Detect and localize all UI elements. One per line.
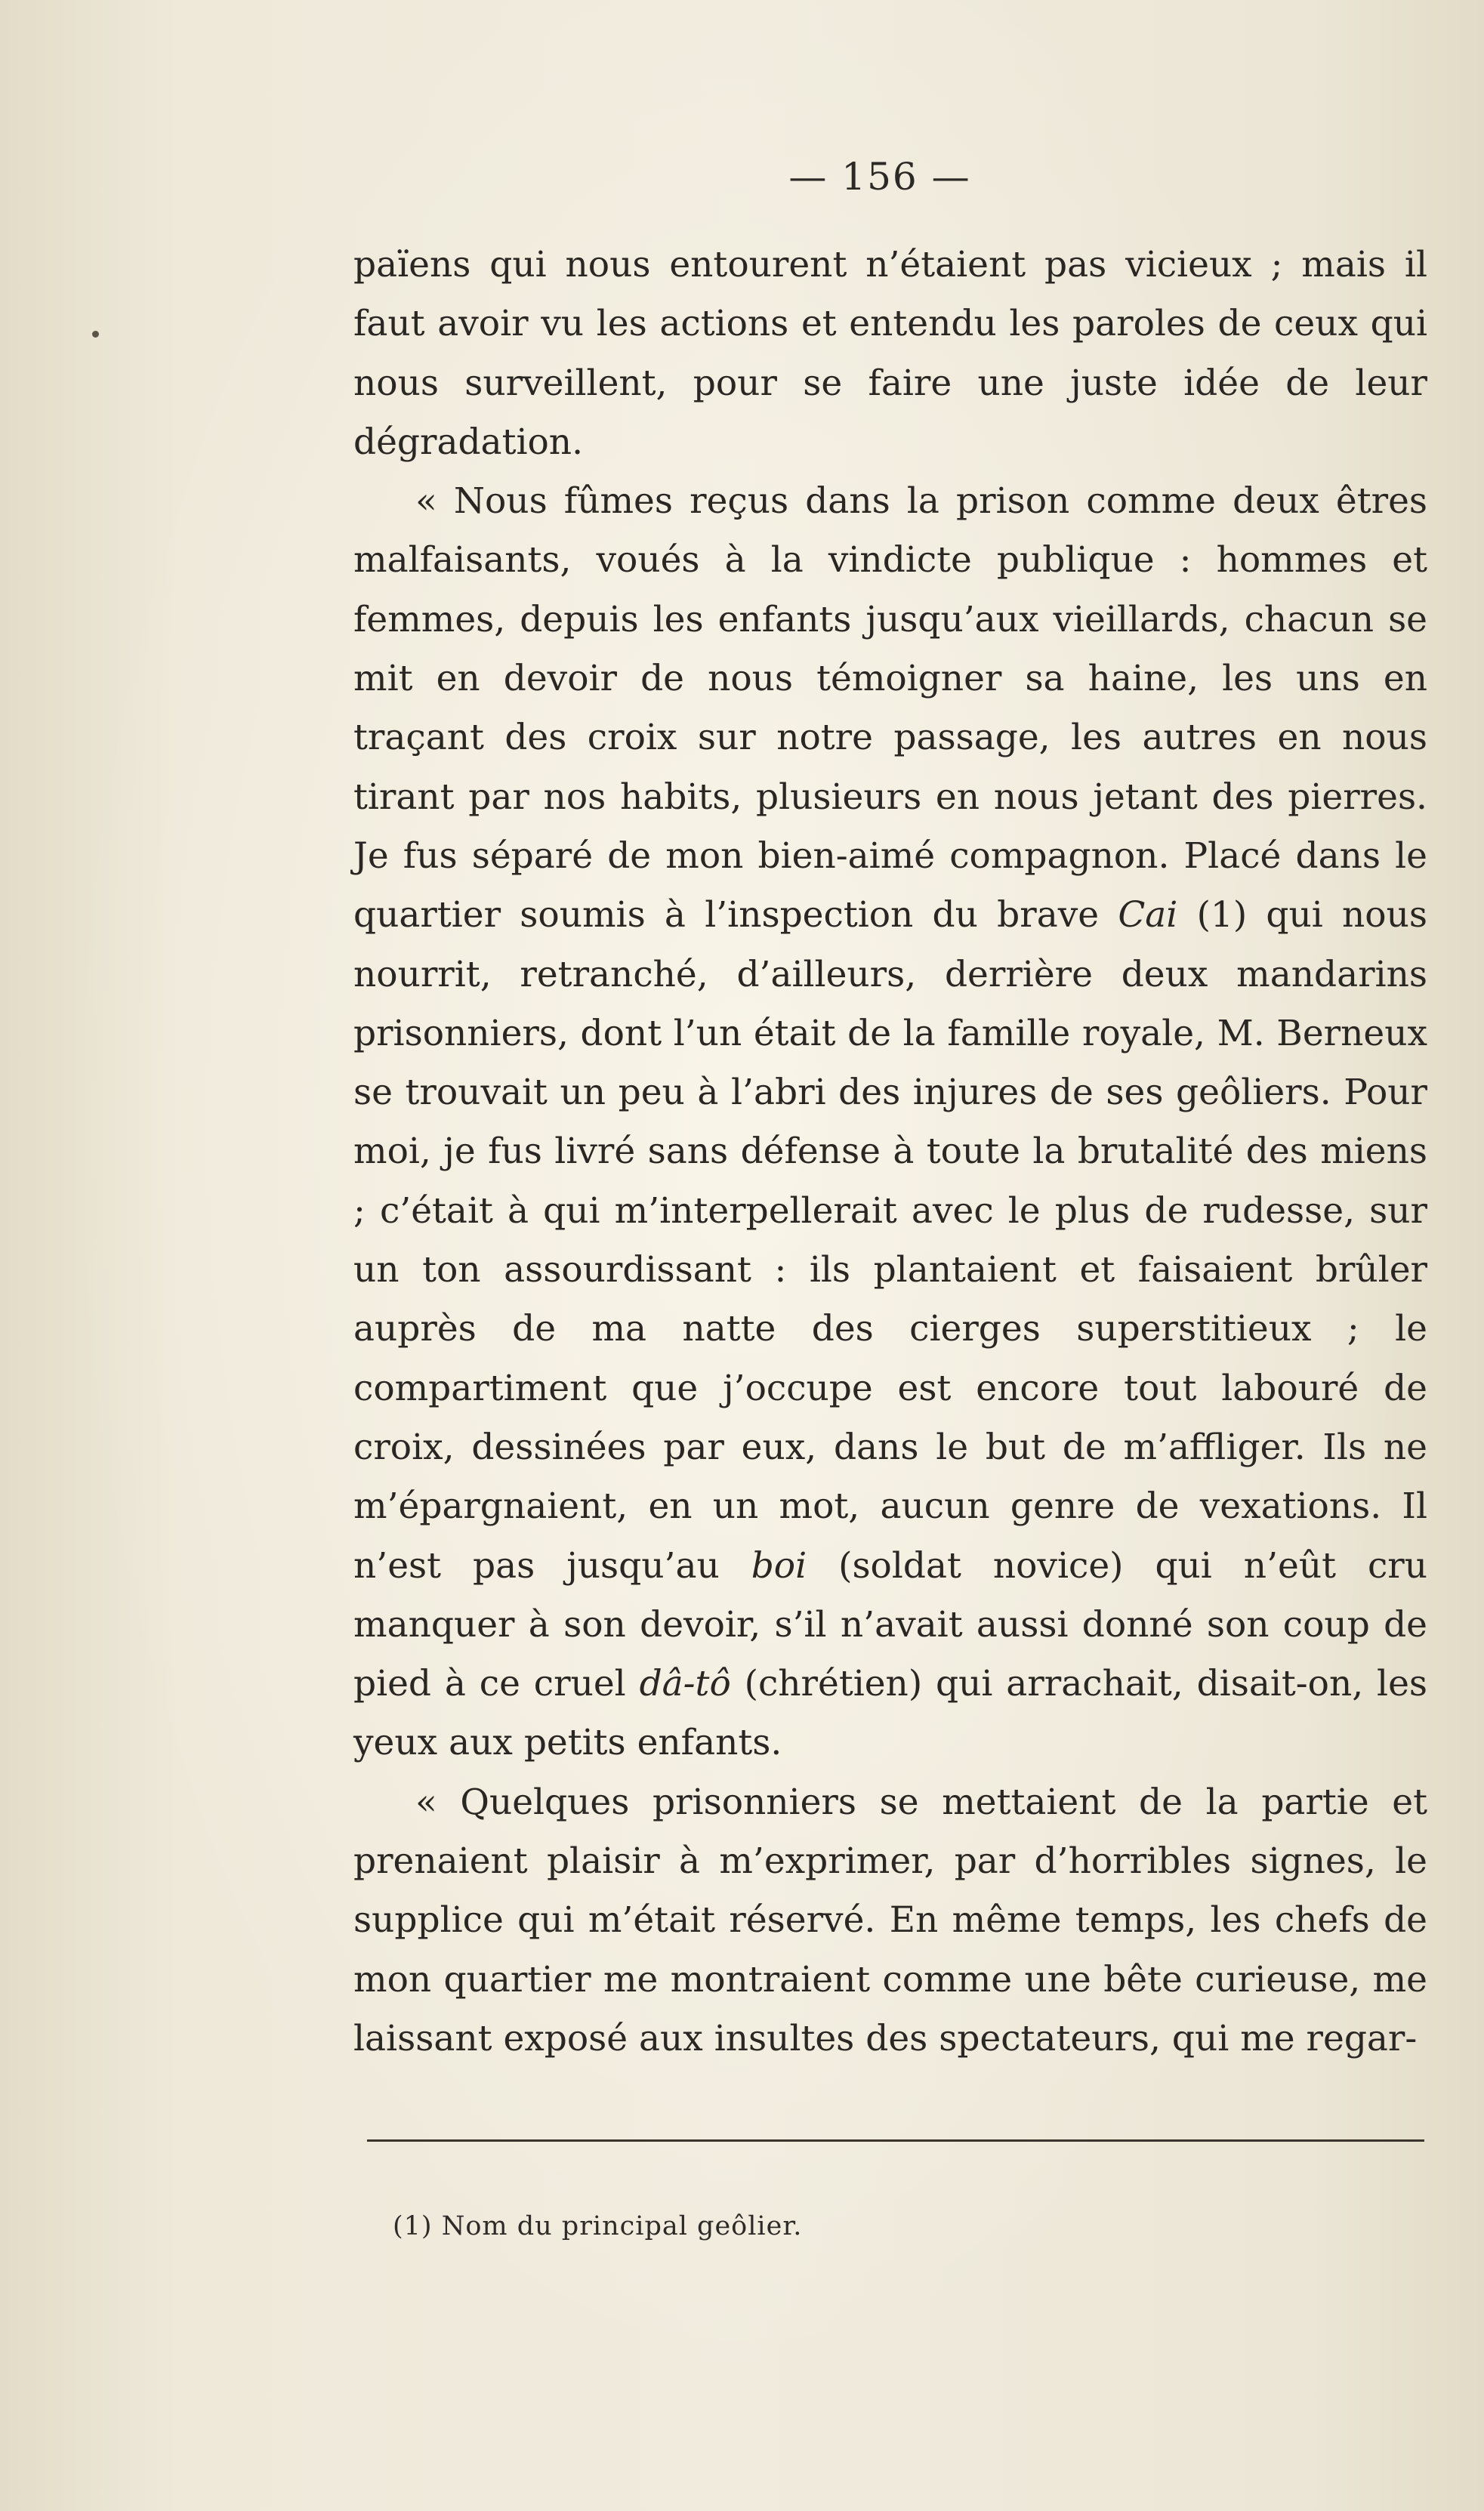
page-number: — 156 — (788, 155, 971, 199)
italic-word-cai: Cai (1118, 894, 1178, 936)
paragraph-1 (353, 236, 1427, 472)
text-segment: « Quelques prisonniers se mettaient de la partie et prenaient plaisir à m’exprimer, par d’horribles signes, le supplice qui m’était réservé. En même temps, les chefs de mon quartier me montraient comme une bête curieuse, me laissant exposé aux insultes des spectateurs, qui me regar- (353, 1781, 1427, 2059)
text-segment: païens qui nous entourent n’étaient pas vicieux ; mais il faut avoir vu les actions et entendu les paroles de ceux qui nous surveillent, pour se faire une juste idée de leur dégradation. (353, 244, 1427, 463)
footnote: (1) Nom du principal geôlier. (393, 2211, 803, 2241)
body-text (353, 236, 1427, 2068)
paragraph-2 (353, 472, 1427, 1773)
text-segment: (1) qui nous nourrit, retranché, d’ailleurs, derrière deux mandarins prisonniers, dont l’un était de la famille royale, M. Berneux se trouvait un peu à l’abri des injures de ses geôliers. Pour moi, je fus livré sans défense à toute la brutalité des miens ; c’était à qui m’interpellerait avec le plus de rudesse, sur un ton assourdissant : ils plantaient et faisaient brûler auprès de ma natte des cierges superstitieux ; le compartiment que j’occupe est encore tout labouré de croix, dessinées par eux, dans le but de m’affliger. Ils ne m’épargnaient, en un mot, aucun genre de vexations. Il n’est pas jusqu’au (353, 894, 1427, 1587)
text-segment: « Nous fûmes reçus dans la prison comme deux êtres malfaisants, voués à la vindicte publique : hommes et femmes, depuis les enfants jusqu’aux vieillards, chacun se mit en devoir de nous témoigner sa haine, les uns en traçant des croix sur notre passage, les autres en nous tirant par nos habits, plusieurs en nous jetant des pierres. Je fus séparé de mon bien-aimé compagnon. Placé dans le quartier soumis à l’inspection du brave (353, 480, 1427, 936)
text-segment: (soldat novice) qui n’eût cru manquer à son devoir, s’il n’avait aussi donné son coup de pied à ce cruel (353, 1544, 1427, 1705)
footnote-rule (367, 2139, 1424, 2142)
margin-speck (92, 331, 99, 338)
italic-word-da-to: dâ-tô (639, 1663, 731, 1705)
italic-word-boi: boi (751, 1544, 807, 1587)
text-segment: (chrétien) qui arrachait, disait-on, les yeux aux petits enfants. (353, 1663, 1427, 1764)
paragraph-3 (353, 1773, 1427, 2068)
